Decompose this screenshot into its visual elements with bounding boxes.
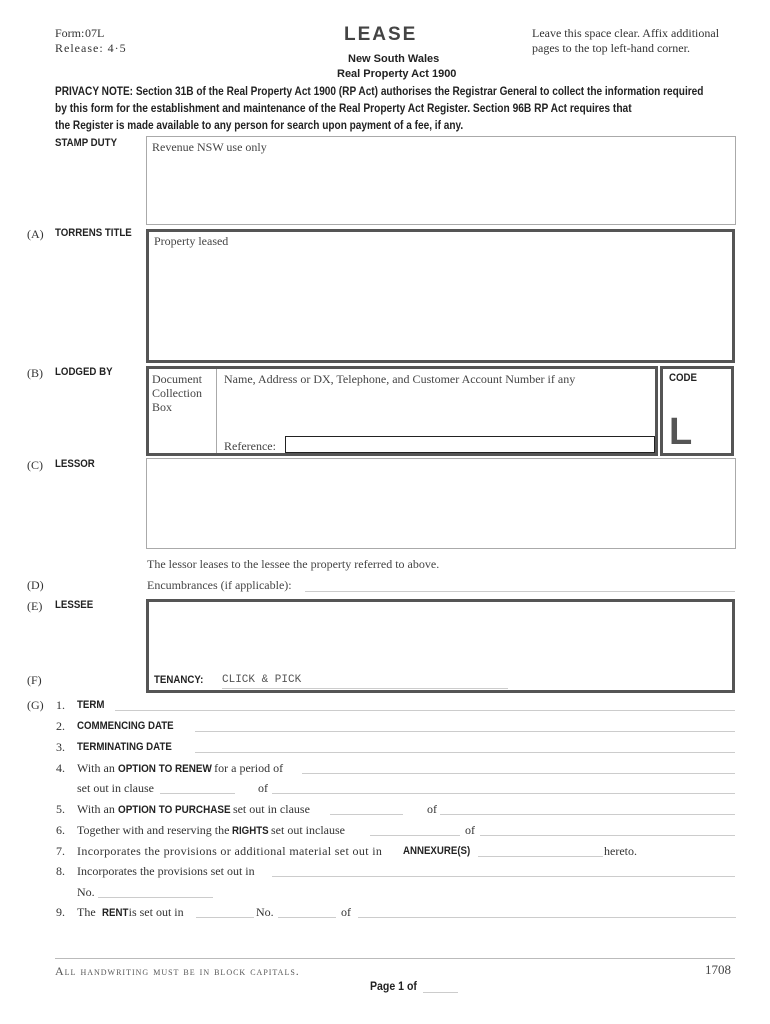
section-d-letter: (D) [27,578,44,592]
stamp-duty-text: Revenue NSW use only [152,140,267,154]
privacy-line2: by this form for the establishment and maintenance of the Real Property Act Register. Section 96B RP Act requires that [55,101,632,115]
item-number: 3. [56,740,65,754]
rights-text [77,823,345,838]
form-value: 07L [85,26,105,40]
section-f-letter: (F) [27,673,42,687]
text: set out in clause [77,781,154,795]
rent-in-field[interactable] [196,917,254,918]
tenancy-label: TENANCY: [154,674,204,686]
release-value: 4·5 [107,41,127,55]
option-renew-label: OPTION TO RENEW [117,763,212,775]
commencing-date-label: COMMENCING DATE [77,720,174,732]
item-number: 6. [56,823,65,837]
code-value: L [669,411,693,453]
commencing-date-field[interactable] [195,731,735,732]
renew-of-field[interactable] [272,793,735,794]
lodger-details-label: Name, Address or DX, Telephone, and Customer Account Number if any [224,372,576,386]
lessor-box[interactable] [146,458,736,549]
tenancy-select[interactable]: CLICK & PICK [222,674,302,686]
text: hereto. [604,844,637,858]
rights-of-field[interactable] [480,835,735,836]
rent-of-field[interactable] [358,917,736,918]
text: for a period of [214,761,284,775]
footer-note: All handwriting must be in block capitals. [55,964,300,978]
text: of [465,823,475,837]
property-leased-box[interactable] [146,229,735,363]
item-number: 9. [56,905,65,919]
code-box [660,366,734,456]
terminating-date-label: TERMINATING DATE [77,741,172,753]
text: Together with and reserving the [77,823,230,837]
text: of [427,802,437,816]
purchase-clause-field[interactable] [330,814,403,815]
privacy-line1: PRIVACY NOTE: Section 31B of the Real Property Act 1900 (RP Act) authorises the Registrar General to collect the information required [55,84,704,98]
text: set out inclause [271,823,345,837]
dcb-line: Collection [152,386,202,400]
note-line2: pages to the top left-hand corner. [532,41,690,55]
reference-input[interactable] [285,436,655,453]
note-line1: Leave this space clear. Affix additional [532,26,720,40]
stamp-duty-label: STAMP DUTY [55,137,118,149]
rights-label: RIGHTS [232,825,270,837]
section-a-letter: (A) [27,227,44,241]
item-number: 1. [56,698,65,712]
lessee-box[interactable] [146,599,735,693]
item-number: 8. [56,864,65,878]
text: is set out in [128,905,184,919]
text: The [77,905,96,919]
lessee-label: LESSEE [55,599,94,611]
act: Real Property Act 1900 [337,68,457,80]
option-purchase-label: OPTION TO PURCHASE [117,804,231,816]
dcb-line: Box [152,400,173,414]
rights-clause-field[interactable] [370,835,460,836]
rent-label: RENT [101,907,129,919]
text: Incorporates the provisions set out in [77,864,255,878]
annexures-field[interactable] [478,856,603,857]
lodged-by-box [146,366,658,456]
purchase-of-field[interactable] [440,814,735,815]
annexures-label: ANNEXURE(S) [403,845,471,857]
form-id [55,26,105,41]
code-label: CODE [669,372,697,384]
text: of [341,905,351,919]
term-field[interactable] [115,710,735,711]
renew-clause-field[interactable] [160,793,235,794]
text: No. [77,885,95,899]
item-number: 4. [56,761,65,775]
provisions-no-field[interactable] [98,897,213,898]
item-number: 5. [56,802,65,816]
reference-label: Reference: [224,439,276,453]
rent-no-field[interactable] [278,917,336,918]
section-c-letter: (C) [27,458,43,472]
rent-text [77,905,184,920]
terminating-date-field[interactable] [195,752,735,753]
divider [216,369,217,453]
release [55,41,127,56]
release-label: Release: [55,41,104,55]
term-label: TERM [77,699,105,711]
state: New South Wales [348,53,440,65]
option-renew-text [77,761,283,776]
property-leased-text: Property leased [154,234,229,248]
leases-text: The lessor leases to the lessee the property referred to above. [147,557,440,571]
item-number: 7. [56,844,65,858]
privacy-line3: the Register is made available to any person for search upon payment of a fee, if any. [55,118,464,132]
page-title: LEASE [344,24,418,45]
dcb-line: Document [152,372,202,386]
text: No. [256,905,274,919]
renew-period-field[interactable] [302,773,735,774]
lessor-label: LESSOR [55,458,95,470]
encumbrances-field[interactable] [305,591,735,592]
option-purchase-text [77,802,310,817]
text: With an [77,761,115,775]
page-label: Page 1 of [370,979,417,993]
tenancy-line [222,688,508,689]
item-number: 2. [56,719,65,733]
encumbrances-label: Encumbrances (if applicable): [147,578,292,592]
text: With an [77,802,115,816]
form-label: Form: [55,26,85,40]
dcb-label [152,372,202,414]
lodged-by-label: LODGED BY [55,366,113,378]
provisions-field[interactable] [272,876,735,877]
text: of [258,781,268,795]
text: set out in clause [232,802,310,816]
section-e-letter: (E) [27,599,43,613]
section-b-letter: (B) [27,366,43,380]
form-number: 1708 [705,962,731,977]
stamp-duty-box[interactable] [146,136,736,225]
section-g-letter: (G) [27,698,44,712]
footer-divider [55,958,735,959]
page-count-field[interactable] [423,992,458,993]
text: Incorporates the provisions or additional material set out in [77,844,383,858]
torrens-title-label: TORRENS TITLE [55,227,132,239]
